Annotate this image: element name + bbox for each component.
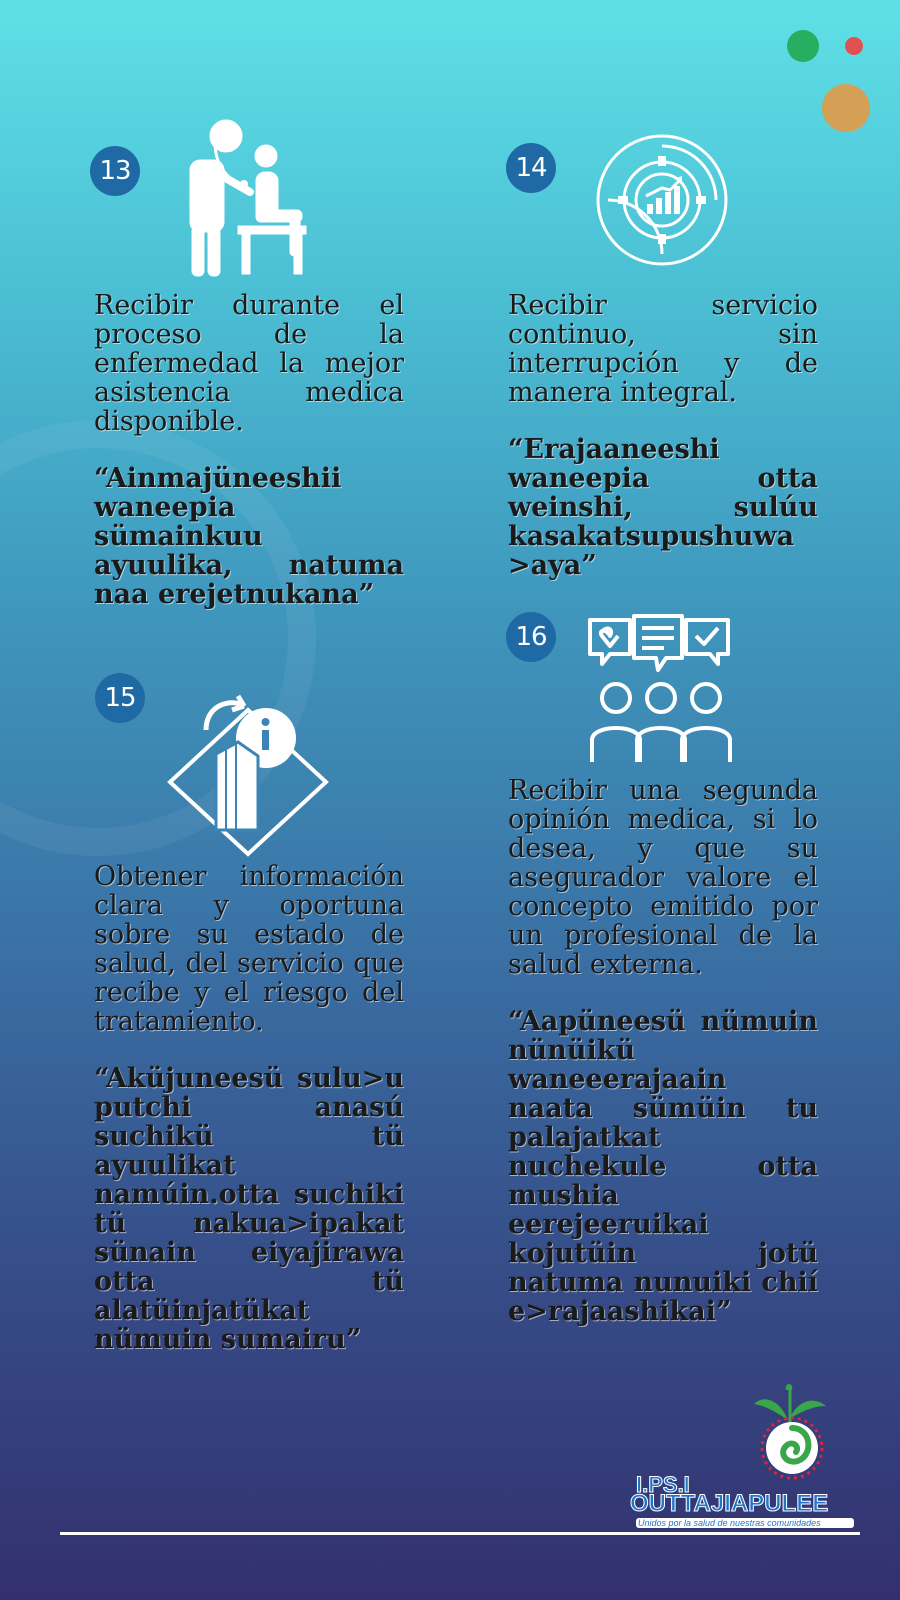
group-opinion-icon xyxy=(586,614,736,764)
item-14-number-badge: 14 xyxy=(506,143,556,193)
item-15-text xyxy=(94,862,404,1382)
item-16-wayuu-text: “Aapüneesü nümuin nünüikü waneeerajaain naata sümüin tu palajatkat nuchekule otta mushia eerejeeruikai kojutüin jotü natuma nunuiki chií e>rajaashikai” xyxy=(508,1006,818,1327)
logo-plant-spiral-icon xyxy=(740,1380,840,1480)
logo-tagline: Unidos por la salud de nuestras comunidades xyxy=(636,1518,854,1528)
item-13-number-badge: 13 xyxy=(90,146,140,196)
item-13-text xyxy=(94,291,404,637)
gear-growth-icon xyxy=(592,130,732,270)
logo-name-text: OUTTAJIAPULEE xyxy=(630,1490,829,1517)
decorative-dot-green xyxy=(787,30,819,62)
info-document-icon xyxy=(166,690,330,860)
item-14-spanish-text: Recibir servicio continuo, sin interrupción y de manera integral. xyxy=(508,290,818,408)
item-13-spanish-text: Recibir durante el proceso de la enfermedad la mejor asistencia medica disponible. xyxy=(94,290,404,437)
item-16-text xyxy=(508,776,818,1354)
item-15-spanish-text: Obtener información clara y oportuna sobre su estado de salud, del servicio que recibe y el riesgo del tratamiento. xyxy=(94,861,404,1037)
item-16-spanish-text: Recibir una segunda opinión medica, si lo desea, y que su asegurador valore el concepto emitido por un profesional de la salud externa. xyxy=(508,775,818,980)
item-16-number-badge: 16 xyxy=(506,612,556,662)
bottom-divider xyxy=(60,1532,860,1535)
logo-ips-text: I.PS.I xyxy=(636,1472,690,1497)
item-15-number-badge: 15 xyxy=(95,673,145,723)
item-14-text xyxy=(508,291,818,608)
item-13-wayuu-text: “Ainmajüneeshii waneepia sümainkuu ayuulika, natuma naa erejetnukana” xyxy=(94,463,404,610)
ipsi-outtajiapulee-logo xyxy=(630,1380,860,1528)
decorative-dot-gold xyxy=(822,84,870,132)
item-15-wayuu-text: “Aküjuneesü sulu>u putchi anasú suchikü tü ayuulikat namúin.otta suchiki tü nakua>ipakat sünain eiyajirawa otta tü alatüinjatükat nümuin sumairu” xyxy=(94,1063,404,1355)
item-14-wayuu-text: “Erajaaneeshi waneepia otta weinshi, sulúu kasakatsupushuwa >aya” xyxy=(508,434,818,581)
doctor-patient-icon xyxy=(180,118,320,278)
decorative-dot-red xyxy=(845,37,863,55)
